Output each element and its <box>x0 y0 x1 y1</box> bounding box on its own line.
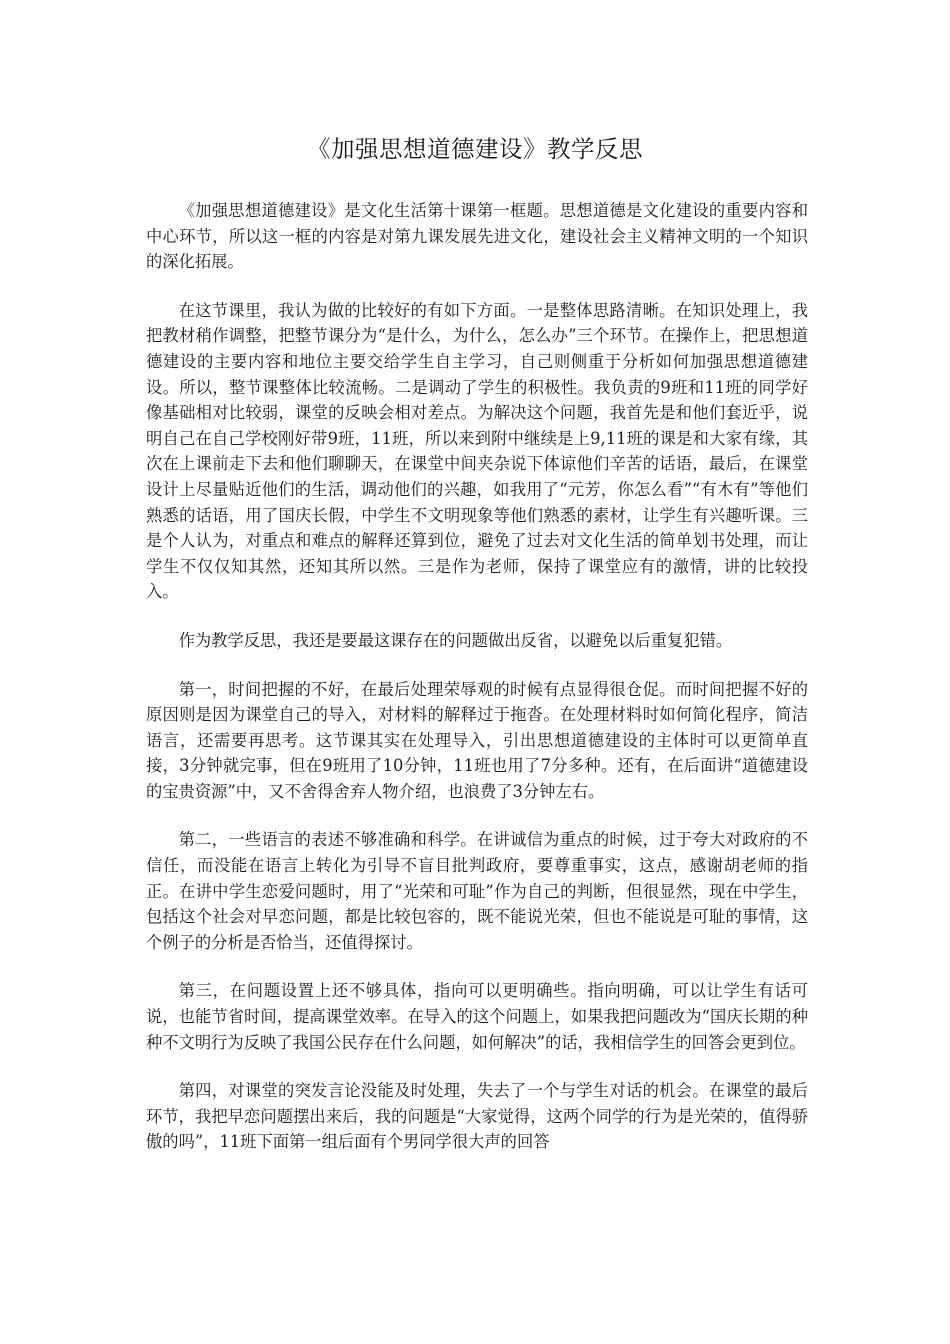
paragraph-issue-three: 第三，在问题设置上还不够具体，指向可以更明确些。指向明确，可以让学生有话可说，也能节省时间，提高课堂效率。在导入的这个问题上，如果我把问题改为“国庆长期的种种不文明行为反映了我国公民存在什么问题，如何解决”的话，我相信学生的回答会更到位。 <box>146 981 808 1052</box>
document-body <box>146 198 808 1155</box>
paragraph-issue-two: 第二，一些语言的表述不够准确和科学。在讲诚信为重点的时候，过于夸大对政府的不信任，而没能在语言上转化为引导不盲目批判政府，要尊重事实，这点，感谢胡老师的指正。在讲中学生恋爱问题时，用了“光荣和可耻”作为自己的判断，但很显然，现在中学生，包括这个社会对早恋问题，都是比较包容的，既不能说光荣，但也不能说是可耻的事情，这个例子的分析是否恰当，还值得探讨。 <box>146 830 808 952</box>
paragraph-issue-one: 第一，时间把握的不好，在最后处理荣辱观的时候有点显得很仓促。而时间把握不好的原因则是因为课堂自己的导入，对材料的解释过于拖沓。在处理材料时如何简化程序，简洁语言，还需要再思考。这节课其实在处理导入，引出思想道德建设的主体时可以更简单直接，3分钟就完事，但在9班用了10分钟，11班也用了7分多种。还有，在后面讲“道德建设的宝贵资源”中，又不舍得舍弃人物介绍，也浪费了3分钟左右。 <box>146 679 808 801</box>
paragraph-intro: 《加强思想道德建设》是文化生活第十课第一框题。思想道德是文化建设的重要内容和中心环节，所以这一框的内容是对第九课发展先进文化，建设社会主义精神文明的一个知识的深化拓展。 <box>146 201 808 272</box>
paragraph-issue-four: 第四，对课堂的突发言论没能及时处理，失去了一个与学生对话的机会。在课堂的最后环节，我把早恋问题摆出来后，我的问题是“大家觉得，这两个同学的行为是光荣的，值得骄傲的吗”，11班下面第一组后面有个男同学很大声的回答 <box>146 1081 808 1152</box>
paragraph-strengths: 在这节课里，我认为做的比较好的有如下方面。一是整体思路清晰。在知识处理上，我把教材稍作调整，把整节课分为“是什么，为什么，怎么办”三个环节。在操作上，把思想道德建设的主要内容和地位主要交给学生自主学习，自己则侧重于分析如何加强思想道德建设。所以，整节课整体比较流畅。二是调动了学生的积极性。我负责的9班和11班的同学好像基础相对比较弱，课堂的反映会相对差点。为解决这个问题，我首先是和他们套近乎，说明自己在自己学校刚好带9班，11班，所以来到附中继续是上9,11班的课是和大家有缘，其次在上课前走下去和他们聊聊天，在课堂中间夹杂说下体谅他们辛苦的话语，最后，在课堂设计上尽量贴近他们的生活，调动他们的兴趣，如我用了“元芳，你怎么看”“有木有”等他们熟悉的话语，用了国庆长假，中学生不文明现象等他们熟悉的素材，让学生有兴趣听课。三是个人认为，对重点和难点的解释还算到位，避免了过去对文化生活的简单划书处理，而让学生不仅仅知其然，还知其所以然。三是作为老师，保持了课堂应有的激情，讲的比较投入。 <box>146 300 808 602</box>
document-title: 《加强思想道德建设》教学反思 <box>307 135 643 163</box>
paragraph-reflection-lead: 作为教学反思，我还是要最这课存在的问题做出反省，以避免以后重复犯错。 <box>178 630 733 650</box>
